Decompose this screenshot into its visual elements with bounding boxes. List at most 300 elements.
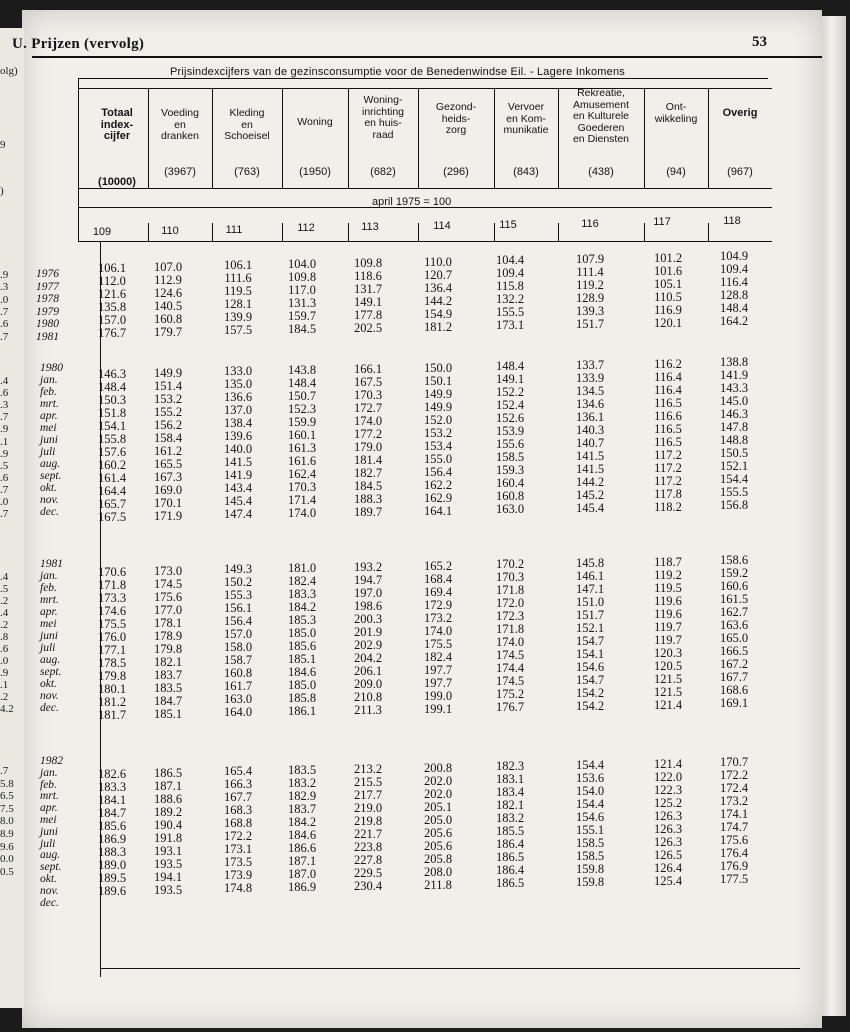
table-cell: 182.4 (287, 574, 317, 589)
table-cell: 161.3 (287, 441, 317, 456)
table-cell: 184.7 (153, 693, 183, 708)
table-cell: 170.3 (495, 570, 525, 585)
table-cell: 159.8 (575, 861, 605, 876)
row-label: jan. (40, 570, 58, 582)
table-cell: 145.4 (575, 500, 605, 515)
table-cell: 120.3 (653, 645, 683, 660)
table-cell: 155.1 (575, 822, 605, 837)
table-cell: 150.5 (719, 446, 749, 461)
table-cell: 183.2 (495, 811, 525, 826)
table-cell: 122.3 (653, 782, 683, 797)
row-label: juli (40, 446, 56, 458)
value-column-8 (562, 759, 618, 889)
table-cell: 154.1 (97, 419, 127, 433)
table-cell: 141.9 (223, 468, 253, 483)
table-cell: 211.3 (354, 702, 382, 717)
table-cell: 120.5 (653, 658, 683, 673)
table-cell: 229.5 (353, 865, 383, 880)
table-cell: 101.6 (653, 263, 683, 278)
table-cell: 115.8 (496, 279, 524, 294)
row-label: sept. (40, 470, 62, 482)
header-rule (32, 56, 822, 58)
table-cell: 139.6 (223, 429, 253, 444)
value-column-4 (274, 364, 330, 520)
table-cell: 176.9 (719, 859, 749, 874)
table-cell: 155.8 (97, 432, 127, 446)
table-cell: 185.6 (287, 639, 317, 654)
table-cell: 145.2 (575, 487, 605, 502)
row-label: 1981 (36, 330, 59, 343)
row-label: feb. (40, 386, 57, 398)
table-cell: 126.3 (653, 821, 683, 836)
value-column-2 (140, 367, 196, 523)
table-cell: 148.4 (97, 380, 127, 394)
column-divider (282, 88, 283, 188)
table-cell: 223.8 (353, 839, 383, 854)
stub-divider (78, 78, 79, 242)
table-cell: 152.0 (423, 412, 453, 427)
table-cell: 156.8 (719, 498, 749, 513)
table-cell: 148.4 (719, 301, 749, 316)
left-page-fragment-text: .9 (0, 423, 9, 436)
table-cell: 104.9 (719, 249, 749, 264)
row-label: nov. (40, 884, 59, 897)
table-cell: 147.1 (575, 581, 605, 596)
table-cell: 193.1 (153, 843, 183, 858)
left-page-fragment-text: 9 (0, 139, 6, 151)
row-label: jan. (40, 766, 58, 779)
value-column-9 (640, 556, 696, 712)
column-weight-1: (10000) (98, 176, 136, 188)
table-cell: 205.8 (423, 851, 453, 866)
left-page-fragment-text: .7 (0, 765, 9, 777)
table-cell: 153.4 (423, 438, 453, 453)
table-cell: 180.1 (97, 682, 127, 696)
left-page-fragment-text: olg) (0, 65, 18, 77)
table-cell: 186.5 (495, 876, 525, 891)
table-cell: 174.7 (719, 820, 749, 835)
table-cell: 121.6 (97, 287, 127, 301)
table-cell: 146.1 (575, 568, 605, 583)
column-weight-7: (843) (513, 166, 539, 178)
table-cell: 135.8 (97, 300, 127, 314)
table-cell: 149.9 (423, 386, 453, 401)
table-cell: 143.3 (719, 381, 749, 396)
table-cell: 157.0 (97, 313, 127, 327)
column-number-1: 109 (92, 226, 112, 238)
value-column-3 (210, 765, 266, 895)
table-cell: 154.4 (575, 757, 605, 772)
table-cell: 154.4 (719, 472, 749, 487)
table-cell: 165.2 (423, 558, 453, 573)
table-cell: 189.6 (97, 884, 127, 898)
table-cell: 219.0 (353, 800, 383, 815)
section-title: U. Prijzen (vervolg) (12, 36, 145, 52)
left-page-fragment-text: .6 (0, 471, 9, 484)
table-cell: 154.2 (575, 698, 605, 713)
table-cell: 173.2 (719, 794, 749, 809)
left-page-fragment-text: .1 (0, 679, 9, 691)
table-cell: 149.1 (353, 294, 383, 309)
table-cell: 160.1 (287, 428, 317, 443)
table-cell: 179.7 (153, 324, 183, 339)
table-cell: 185.8 (287, 691, 317, 706)
table-cell: 163.0 (495, 502, 525, 517)
table-cell: 169.1 (719, 696, 749, 711)
table-cell: 116.6 (654, 408, 682, 423)
left-page-fragment-text: 6.5 (0, 790, 14, 803)
left-page-fragment-text: .6 (0, 318, 9, 331)
column-weight-9: (94) (666, 166, 686, 178)
left-page-fragment-text: 8.9 (0, 828, 14, 840)
table-cell: 174.5 (153, 576, 183, 591)
value-column-8 (562, 557, 618, 713)
table-cell: 154.4 (575, 796, 605, 811)
table-cell: 156.4 (423, 464, 453, 479)
table-title: Prijsindexcijfers van de gezinsconsumptie voor de Benedenwindse Eil. - Lagere Inkomens (170, 66, 625, 78)
table-cell: 184.2 (287, 815, 317, 830)
table-cell: 161.5 (719, 592, 749, 607)
left-page-fragment-text: ) (0, 185, 4, 197)
table-cell: 170.6 (97, 565, 127, 579)
table-cell: 155.6 (495, 437, 525, 452)
table-cell: 175.2 (495, 687, 525, 702)
table-cell: 185.0 (287, 678, 317, 693)
left-page-fragment-text: .2 (0, 595, 9, 607)
table-cell: 164.4 (97, 484, 127, 498)
table-cell: 117.2 (654, 460, 682, 475)
column-weight-10: (967) (727, 166, 753, 178)
left-page-fragment-text: .6 (0, 387, 9, 400)
table-cell: 178.9 (153, 628, 183, 643)
table-cell: 185.0 (287, 626, 317, 641)
table-cell: 187.1 (153, 778, 183, 793)
table-cell: 112.9 (154, 272, 182, 287)
table-cell: 202.0 (423, 773, 453, 788)
table-cell: 133.0 (223, 364, 253, 379)
table-cell: 164.0 (223, 705, 253, 720)
table-cell: 170.1 (153, 495, 183, 510)
table-cell: 116.2 (654, 356, 682, 371)
table-cell: 110.0 (424, 254, 452, 269)
page-number: 53 (752, 34, 767, 50)
table-cell: 160.6 (719, 579, 749, 594)
table-cell: 202.0 (423, 786, 453, 801)
table-cell: 176.7 (495, 700, 525, 715)
column-number-bottom-rule (78, 241, 772, 242)
table-cell: 182.4 (423, 649, 453, 664)
column-number-7: 115 (499, 218, 517, 231)
table-cell: 181.2 (423, 319, 453, 334)
table-cell: 154.2 (575, 685, 605, 700)
row-label: feb. (40, 778, 57, 791)
table-cell: 149.9 (153, 365, 183, 380)
table-cell: 174.4 (495, 661, 525, 676)
table-cell: 161.7 (223, 679, 253, 694)
left-page-fragment-text: .7 (0, 508, 9, 521)
table-cell: 160.8 (153, 311, 183, 326)
table-cell: 152.4 (495, 398, 525, 413)
table-cell: 143.8 (287, 363, 317, 378)
table-cell: 186.5 (495, 850, 525, 865)
column-head-bottom-rule (78, 188, 772, 189)
table-cell: 156.1 (223, 601, 253, 616)
table-cell: 172.2 (719, 768, 749, 783)
table-cell: 117.8 (654, 486, 682, 501)
value-column-4 (274, 764, 330, 894)
row-label: 1976 (36, 268, 59, 280)
table-cell: 160.4 (495, 476, 525, 491)
table-cell: 219.8 (353, 813, 383, 828)
table-cell: 131.7 (353, 281, 383, 296)
table-cell: 119.5 (654, 580, 682, 595)
value-column-2 (140, 261, 196, 339)
table-cell: 170.2 (495, 557, 525, 572)
row-label: 1980 (40, 362, 63, 374)
table-cell: 202.9 (353, 637, 383, 652)
table-cell: 184.1 (97, 793, 127, 807)
table-cell: 163.0 (223, 692, 253, 707)
value-column-5 (340, 257, 396, 335)
table-cell: 136.4 (423, 280, 453, 295)
row-label: apr. (40, 802, 58, 815)
table-cell: 197.7 (423, 675, 453, 690)
table-cell: 146.3 (719, 407, 749, 422)
table-cell: 171.9 (153, 508, 183, 523)
table-cell: 173.5 (223, 855, 253, 870)
table-cell: 171.8 (97, 578, 127, 592)
table-cell: 126.4 (653, 860, 683, 875)
left-page-fragment-text: .5 (0, 583, 9, 595)
table-cell: 174.0 (423, 623, 453, 638)
table-cell: 177.0 (153, 602, 183, 617)
table-cell: 177.2 (353, 426, 383, 441)
table-cell: 111.6 (224, 271, 252, 286)
row-label: feb. (40, 582, 57, 594)
table-cell: 157.5 (223, 323, 253, 338)
value-column-9 (640, 358, 696, 514)
table-cell: 186.9 (287, 880, 317, 895)
table-cell: 146.3 (97, 367, 127, 381)
table-cell: 187.1 (287, 854, 317, 869)
table-cell: 181.0 (287, 561, 317, 576)
table-cell: 205.1 (423, 799, 453, 814)
table-cell: 155.5 (719, 485, 749, 500)
left-page-fragment-text: 7.5 (0, 802, 14, 815)
column-header-6: Gezond- heids- zorg (435, 101, 477, 136)
left-page-fragment-text: .8 (0, 631, 9, 643)
table-cell: 186.6 (287, 841, 317, 856)
table-cell: 150.1 (423, 373, 453, 388)
table-cell: 206.1 (353, 663, 383, 678)
left-page-fragment-text: .4 (0, 571, 9, 583)
left-page-fragment-text: .7 (0, 483, 9, 496)
value-column-6 (410, 362, 466, 518)
table-cell: 178.5 (97, 656, 127, 670)
table-cell: 184.6 (287, 828, 317, 843)
table-cell: 154.9 (423, 306, 453, 321)
table-cell: 104.0 (287, 257, 317, 272)
column-weight-8: (438) (588, 166, 614, 178)
table-cell: 197.7 (423, 662, 453, 677)
row-label: juni (40, 825, 58, 838)
table-cell: 101.2 (653, 250, 683, 265)
table-cell: 193.2 (353, 559, 383, 574)
table-cell: 178.1 (153, 615, 183, 630)
row-label: aug. (40, 654, 61, 666)
table-cell: 186.4 (495, 863, 525, 878)
column-number-5: 113 (361, 221, 379, 234)
table-cell: 154.6 (575, 659, 605, 674)
column-divider (644, 88, 645, 188)
table-cell: 126.3 (653, 808, 683, 823)
table-cell: 155.2 (153, 404, 183, 419)
column-number-8: 116 (581, 217, 599, 230)
value-column-9 (640, 758, 696, 888)
table-cell: 185.6 (97, 819, 127, 833)
table-cell: 150.2 (223, 575, 253, 590)
table-cell: 183.7 (153, 667, 183, 682)
value-column-10 (706, 756, 762, 886)
table-cell: 194.7 (353, 572, 383, 587)
table-cell: 160.8 (223, 666, 253, 681)
table-cell: 169.4 (423, 584, 453, 599)
table-cell: 164.2 (719, 314, 749, 329)
left-page-fragment-text: .5 (0, 459, 9, 472)
table-cell: 185.5 (495, 824, 525, 839)
value-column-6 (410, 762, 466, 892)
table-cell: 158.5 (575, 835, 605, 850)
table-cell: 154.0 (575, 783, 605, 798)
table-cell: 158.7 (223, 653, 253, 668)
table-cell: 188.6 (153, 791, 183, 806)
table-cell: 158.6 (719, 553, 749, 568)
table-cell: 174.0 (353, 413, 383, 428)
table-cell: 148.4 (495, 359, 525, 374)
table-cell: 126.5 (653, 847, 683, 862)
row-label: okt. (40, 678, 57, 690)
table-cell: 171.8 (495, 622, 525, 637)
table-cell: 183.3 (287, 587, 317, 602)
table-cell: 167.7 (719, 670, 749, 685)
value-column-6 (410, 560, 466, 716)
row-label: dec. (40, 702, 59, 714)
table-cell: 116.5 (654, 421, 682, 436)
table-cell: 171.8 (495, 583, 525, 598)
left-page-fragment-text: 8.0 (0, 815, 14, 828)
table-cell: 117.0 (288, 283, 316, 298)
column-divider (212, 88, 213, 188)
value-column-10 (706, 250, 762, 328)
value-column-8 (562, 359, 618, 515)
table-cell: 161.4 (97, 471, 127, 485)
table-cell: 182.1 (153, 654, 183, 669)
table-cell: 149.3 (223, 562, 253, 577)
table-cell: 116.9 (654, 302, 682, 317)
table-cell: 188.3 (97, 845, 127, 859)
table-cell: 179.0 (353, 439, 383, 454)
column-head-top-rule (78, 88, 772, 89)
column-number-divider (644, 223, 645, 241)
value-column-5 (340, 763, 396, 893)
table-cell: 162.2 (423, 477, 453, 492)
left-page-fragment-text: .2 (0, 691, 9, 703)
table-cell: 176.4 (719, 846, 749, 861)
table-cell: 174.5 (495, 648, 525, 663)
value-column-2 (140, 565, 196, 721)
value-column-5 (340, 561, 396, 717)
left-page-fragment-text: 0.5 (0, 865, 14, 878)
table-cell: 199.1 (423, 701, 453, 716)
table-cell: 118.2 (654, 499, 682, 514)
table-cell: 173.3 (97, 591, 127, 605)
table-cell: 120.1 (653, 315, 683, 330)
table-cell: 183.4 (495, 785, 525, 800)
table-cell: 154.6 (575, 809, 605, 824)
row-label: juni (40, 630, 58, 642)
table-cell: 107.9 (575, 251, 605, 266)
table-cell: 121.5 (653, 671, 683, 686)
table-cell: 145.4 (223, 494, 253, 509)
table-cell: 133.7 (575, 357, 605, 372)
left-page-fragment-text: .7 (0, 330, 9, 343)
table-cell: 176.7 (97, 326, 127, 340)
table-cell: 119.6 (654, 606, 682, 621)
table-cell: 105.1 (653, 276, 683, 291)
row-label: mei (40, 814, 57, 826)
table-cell: 118.6 (354, 268, 382, 283)
value-column-1 (84, 368, 140, 524)
column-divider (494, 88, 495, 188)
table-cell: 157.6 (97, 445, 127, 459)
table-cell: 119.7 (654, 619, 682, 634)
table-cell: 174.0 (495, 635, 525, 650)
value-column-7 (482, 360, 538, 516)
table-cell: 156.4 (223, 614, 253, 629)
row-label: apr. (40, 606, 58, 618)
column-divider (348, 88, 349, 188)
table-cell: 197.0 (353, 585, 383, 600)
table-cell: 174.0 (287, 506, 317, 521)
row-label: dec. (40, 506, 59, 518)
table-cell: 158.5 (575, 848, 605, 863)
table-cell: 166.5 (719, 644, 749, 659)
table-cell: 183.3 (97, 780, 127, 794)
table-cell: 173.0 (153, 563, 183, 578)
table-cell: 152.1 (575, 620, 605, 635)
row-label: aug. (40, 849, 61, 862)
table-cell: 199.0 (423, 688, 453, 703)
left-page-fragment-text: 9.6 (0, 840, 14, 853)
table-cell: 173.1 (495, 318, 525, 333)
column-weight-4: (1950) (299, 166, 331, 178)
table-cell: 116.5 (654, 395, 682, 410)
table-cell: 118.7 (654, 554, 682, 569)
table-cell: 205.0 (423, 812, 453, 827)
table-cell: 149.1 (495, 372, 525, 387)
table-cell: 125.2 (653, 795, 683, 810)
table-cell: 172.4 (719, 781, 749, 796)
table-cell: 135.0 (223, 377, 253, 392)
table-cell: 143.4 (223, 481, 253, 496)
table-cell: 209.0 (353, 676, 383, 691)
table-cell: 124.6 (153, 285, 183, 300)
page-edge-stack (822, 16, 846, 1016)
left-page-fragment-text: .0 (0, 655, 9, 667)
table-cell: 172.7 (353, 400, 383, 415)
left-page-fragment-text: .7 (0, 305, 9, 318)
table-cell: 194.1 (153, 869, 183, 884)
